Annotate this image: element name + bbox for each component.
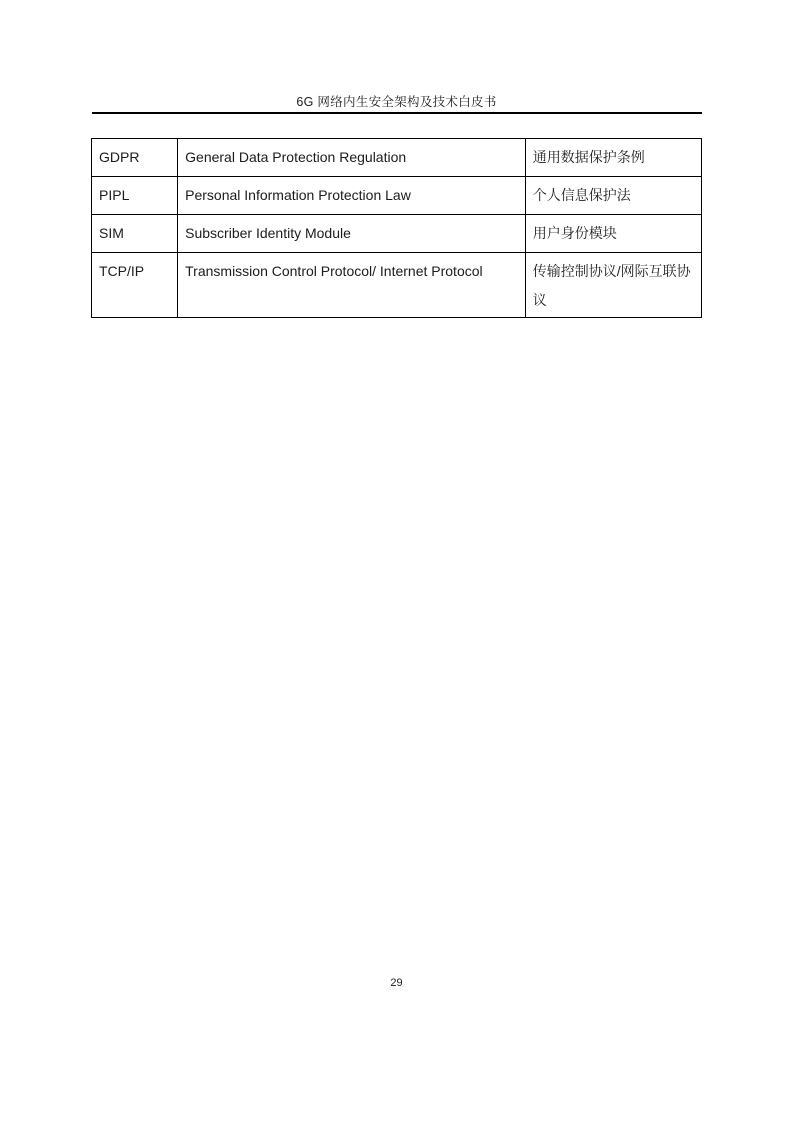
table-row — [92, 215, 702, 253]
page-header-title: 6G 网络内生安全架构及技术白皮书 — [296, 95, 497, 109]
english-cell: Subscriber Identity Module — [178, 215, 526, 253]
abbr-cell: GDPR — [92, 139, 178, 177]
chinese-cell: 个人信息保护法 — [525, 177, 701, 215]
abbr-cell: TCP/IP — [92, 253, 178, 318]
chinese-cell: 传输控制协议/网际互联协议 — [525, 253, 701, 318]
abbr-cell: SIM — [92, 215, 178, 253]
chinese-cell: 用户身份模块 — [525, 215, 701, 253]
english-cell: Personal Information Protection Law — [178, 177, 526, 215]
english-cell: Transmission Control Protocol/ Internet Protocol — [178, 253, 526, 318]
abbr-cell: PIPL — [92, 177, 178, 215]
page-number: 29 — [390, 977, 403, 989]
header-divider-rule — [92, 112, 702, 114]
table-row — [92, 139, 702, 177]
abbreviation-table — [91, 138, 702, 318]
chinese-cell: 通用数据保护条例 — [525, 139, 701, 177]
table-row — [92, 253, 702, 318]
table-row — [92, 177, 702, 215]
english-cell: General Data Protection Regulation — [178, 139, 526, 177]
